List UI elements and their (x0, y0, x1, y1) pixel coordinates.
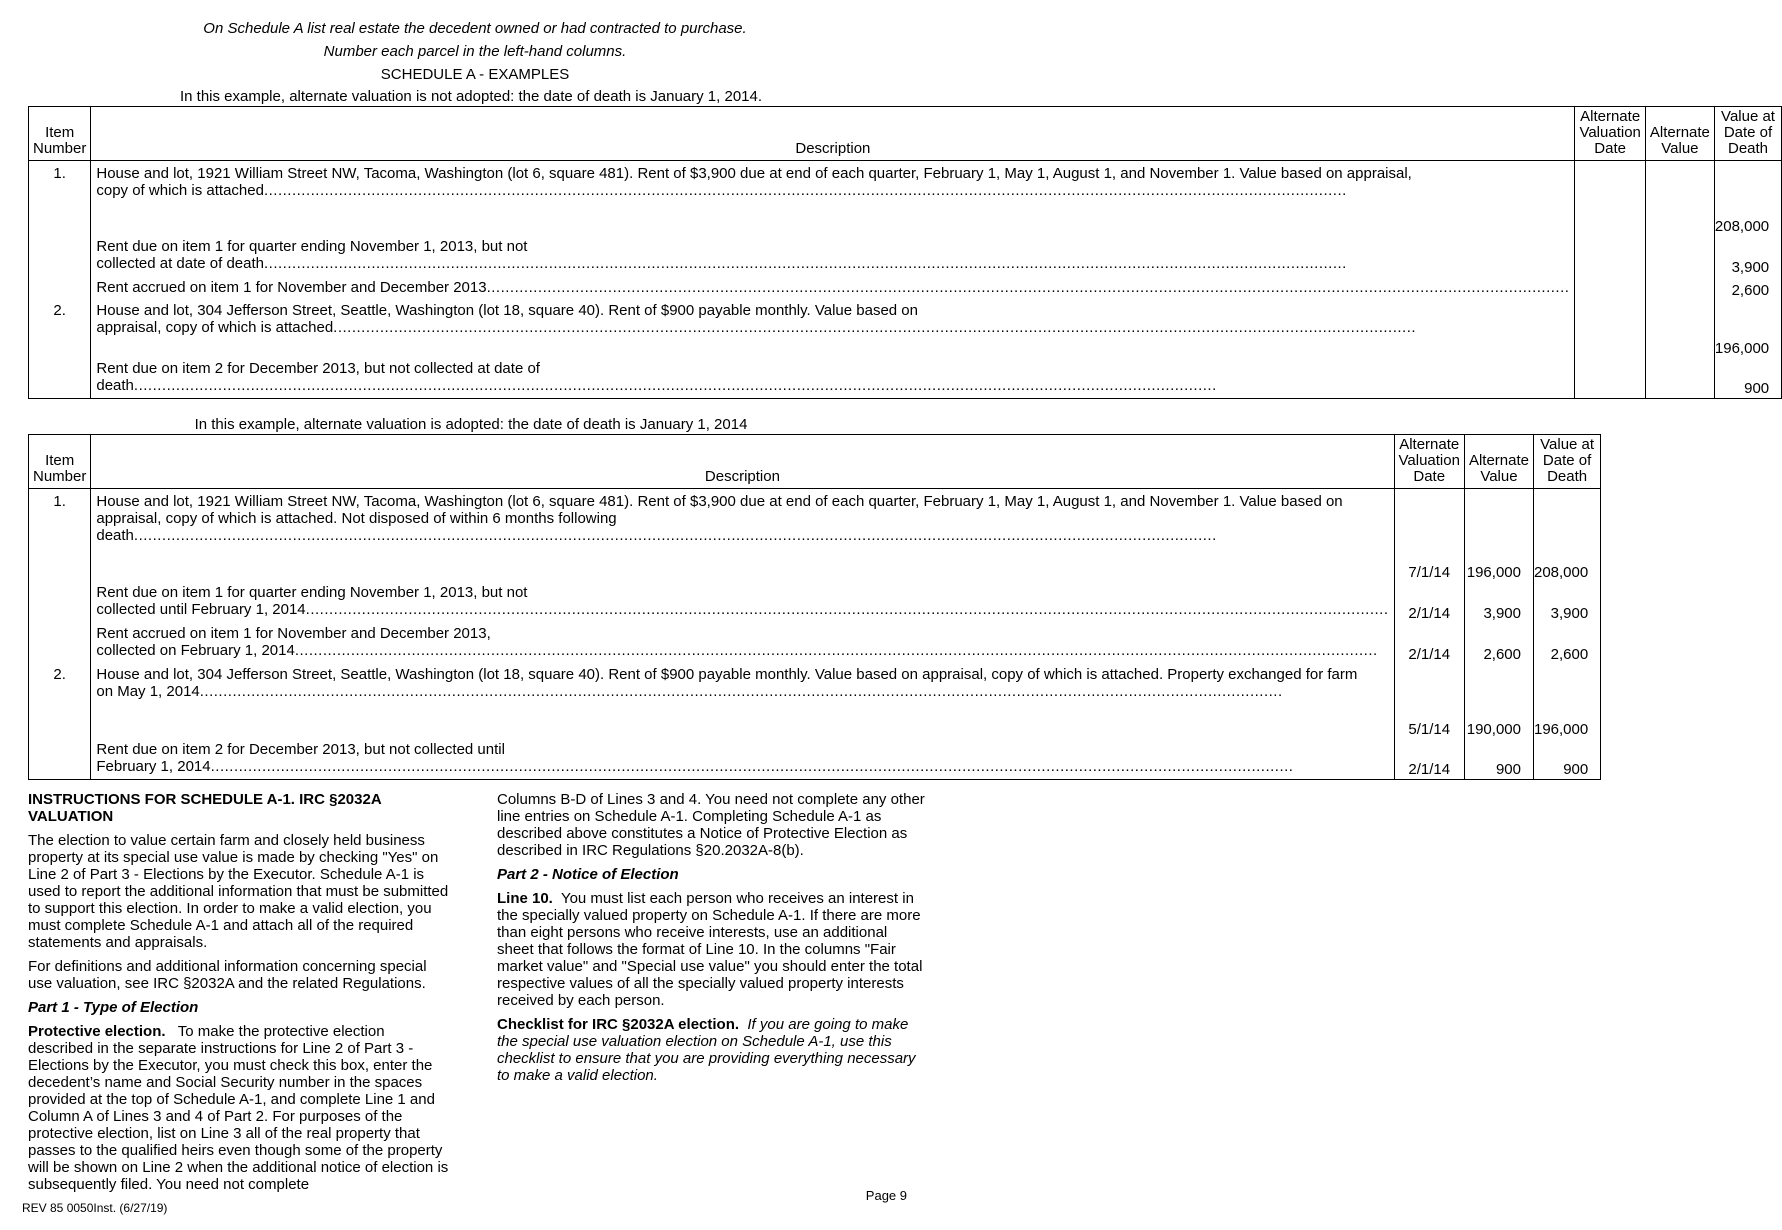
form-id: REV 85 0050Inst. (6/27/19) (22, 1201, 168, 1215)
alt-valuation-date: 2/1/14 (1408, 646, 1451, 663)
alt-valuation-date (1575, 161, 1644, 236)
alt-value (1646, 236, 1714, 277)
item-number (29, 236, 90, 277)
instructions-paragraph-2: For definitions and additional information concerning special use valuation, see IRC §2032A and the related Regulations. (28, 958, 427, 992)
description-text: Rent due on item 2 for December 2013, but not collected at date of (96, 360, 540, 377)
header-alt-valuation-date: Alternate Valuation Date (1575, 107, 1645, 161)
example-2-caption: In this example, alternate valuation is adopted: the date of death is January 1, 2014 (194, 416, 748, 433)
description-entry (91, 623, 1393, 664)
checklist-label: Checklist for IRC §2032A election. (497, 1016, 740, 1033)
value-at-death: 196,000 (1714, 340, 1770, 357)
alt-valuation-date (1575, 236, 1644, 277)
description-entry (91, 739, 1393, 779)
header-value-at-death: Value at Date of Death (1533, 435, 1600, 489)
description-text: House and lot, 304 Jefferson Street, Seattle, Washington (lot 18, square 40). Rent of $900 payable monthly. Value based on appraisal, copy of which is attached. Property exchanged for farm (96, 666, 1358, 683)
alt-valuation-date: 2/1/14 (1408, 761, 1451, 778)
line-10-label: Line 10. (497, 890, 553, 907)
alt-value (1646, 161, 1714, 236)
alt-value (1646, 358, 1714, 398)
protective-election-label: Protective election. (28, 1023, 166, 1040)
alt-value (1646, 277, 1714, 300)
alt-value: 190,000 (1466, 721, 1521, 738)
header-item-number: Item Number (29, 107, 91, 161)
description-text: House and lot, 1921 William Street NW, Tacoma, Washington (lot 6, square 481). Rent of $3,900 due at end of each quarter, February 1, May 1, August 1, and November 1. Value based on appraisal, (96, 165, 1412, 182)
description-last-line: on May 1, 2014 (96, 683, 200, 700)
value-at-death: 2,600 (1731, 282, 1770, 299)
table-row (29, 161, 1782, 399)
page-number: Page 9 (865, 1188, 907, 1203)
header-description: Description (91, 435, 1394, 489)
description-entry (91, 664, 1393, 739)
alt-value: 196,000 (1466, 564, 1521, 581)
item-number: 1. (53, 493, 66, 510)
description-last-line: collected at date of death (96, 255, 264, 272)
intro-line-1: On Schedule A list real estate the decedent owned or had contracted to purchase. (203, 20, 747, 37)
description-entry (91, 489, 1393, 582)
description-text: Rent due on item 1 for quarter ending November 1, 2013, but not (96, 584, 528, 601)
intro-line-2: Number each parcel in the left-hand columns. (323, 43, 627, 60)
value-at-death: 3,900 (1731, 259, 1770, 276)
item-number (29, 623, 90, 664)
alt-valuation-date: 2/1/14 (1408, 605, 1451, 622)
description-text: House and lot, 1921 William Street NW, Tacoma, Washington (lot 6, square 481). Rent of $3,900 due at end of each quarter, February 1, May 1, August 1, and November 1. Value based on appraisal, copy of which is attached. Not disposed of within 6 months following (96, 493, 1343, 527)
instructions-paragraph-1: The election to value certain farm and closely held business property at its special use value is made by checking "Yes" on Line 2 of Part 3 - Elections by the Executor. Schedule A-1 is used to report the additional information that must be submitted to support this election. In order to make a valid election, you must complete Schedule A-1 and attach all of the required statements and appraisals. (28, 832, 449, 951)
alt-value: 3,900 (1483, 605, 1521, 622)
intro-block (0, 17, 950, 86)
alt-valuation-date: 5/1/14 (1408, 721, 1451, 738)
description-text: Rent accrued on item 1 for November and December 2013, (96, 625, 491, 642)
description-text: House and lot, 304 Jefferson Street, Seattle, Washington (lot 18, square 40). Rent of $900 payable monthly. Value based on (96, 302, 918, 319)
alt-valuation-date (1575, 277, 1644, 300)
item-number: 2. (53, 666, 66, 683)
item-number: 2. (53, 302, 66, 319)
description-text: Rent due on item 1 for quarter ending November 1, 2013, but not (96, 238, 528, 255)
value-at-death: 900 (1744, 380, 1770, 397)
value-at-death: 2,600 (1550, 646, 1589, 663)
protective-election-text: To make the protective election described in the separate instructions for Line 2 of Part 3 - Elections by the Executor, you must check this box, enter the decedent’s name and Social Security number in the spaces provided at the top of Schedule A-1, and complete Line 1 and Column A of Lines 3 and 4 of Part 2. For purposes of the protective election, list on Line 3 all of the real property that passes to the qualified heirs even though some of the property will be shown on Line 2 when the additional notice of election is subsequently filed. You need not complete (28, 1023, 449, 1193)
description-last-line: Rent accrued on item 1 for November and December 2013 (96, 279, 487, 296)
description-entry (91, 358, 1574, 398)
item-number (29, 277, 90, 300)
alt-value: 900 (1495, 761, 1521, 778)
example-1-caption: In this example, alternate valuation is not adopted: the date of death is January 1, 2014. (179, 88, 763, 105)
item-number: 1. (53, 165, 66, 182)
instructions-heading: INSTRUCTIONS FOR SCHEDULE A-1. IRC §2032A VALUATION (28, 791, 382, 825)
checklist-paragraph (497, 1016, 927, 1084)
description-text: Rent due on item 2 for December 2013, but not collected until (96, 741, 505, 758)
schedule-title: SCHEDULE A - EXAMPLES (380, 66, 570, 83)
example-2-table (28, 434, 1601, 780)
header-alt-value: Alternate Value (1464, 435, 1533, 489)
description-entry (91, 582, 1393, 623)
header-value-at-death: Value at Date of Death (1714, 107, 1781, 161)
part-1-title: Part 1 - Type of Election (28, 999, 199, 1016)
description-last-line: copy of which is attached (96, 182, 264, 199)
description-entry (91, 277, 1574, 300)
alt-valuation-date (1575, 300, 1644, 358)
table-row (29, 489, 1601, 780)
description-last-line: collected until February 1, 2014 (96, 601, 306, 618)
value-at-death: 196,000 (1533, 721, 1589, 738)
header-item-number: Item Number (29, 435, 91, 489)
value-at-death: 208,000 (1533, 564, 1589, 581)
line-10-text: You must list each person who receives an interest in the specially valued property on Schedule A-1. If there are more than eight persons who receive interests, use an additional sheet that follows the format of Line 10. In the columns "Fair market value" and "Special use value" you should enter the total respective values of all the specially valued property interests received by each person. (497, 890, 923, 1009)
item-number (29, 582, 90, 623)
protective-election-paragraph (28, 1023, 452, 1193)
header-alt-value: Alternate Value (1645, 107, 1714, 161)
description-last-line: collected on February 1, 2014 (96, 642, 295, 659)
part-2-title: Part 2 - Notice of Election (497, 866, 679, 883)
line-10-paragraph (497, 890, 927, 1009)
value-at-death: 900 (1563, 761, 1589, 778)
item-number (29, 358, 90, 398)
header-description: Description (91, 107, 1575, 161)
value-at-death: 3,900 (1550, 605, 1589, 622)
description-entry (91, 236, 1574, 277)
example-1-table (28, 106, 1782, 399)
instructions-continuation: Columns B-D of Lines 3 and 4. You need not complete any other line entries on Schedule A-1. Completing Schedule A-1 as described above constitutes a Notice of Protective Election as described in IRC Regulations §20.2032A-8(b). (497, 791, 925, 859)
description-entry (91, 161, 1574, 236)
item-number (29, 739, 90, 779)
description-last-line: death (96, 527, 134, 544)
value-at-death: 208,000 (1714, 218, 1770, 235)
alt-valuation-date (1575, 358, 1644, 398)
description-entry (91, 300, 1574, 358)
alt-valuation-date: 7/1/14 (1408, 564, 1451, 581)
description-last-line: appraisal, copy of which is attached (96, 319, 334, 336)
description-last-line: February 1, 2014 (96, 758, 211, 775)
instructions-left-column (28, 791, 452, 1200)
instructions-right-column (497, 791, 927, 1091)
description-last-line: death (96, 377, 134, 394)
checklist-text: If you are going to make the special use valuation election on Schedule A-1, use this checklist to ensure that you are providing everything necessary to make a valid election. (497, 1016, 916, 1084)
alt-value (1646, 300, 1714, 358)
alt-value: 2,600 (1483, 646, 1521, 663)
header-alt-valuation-date: Alternate Valuation Date (1394, 435, 1464, 489)
